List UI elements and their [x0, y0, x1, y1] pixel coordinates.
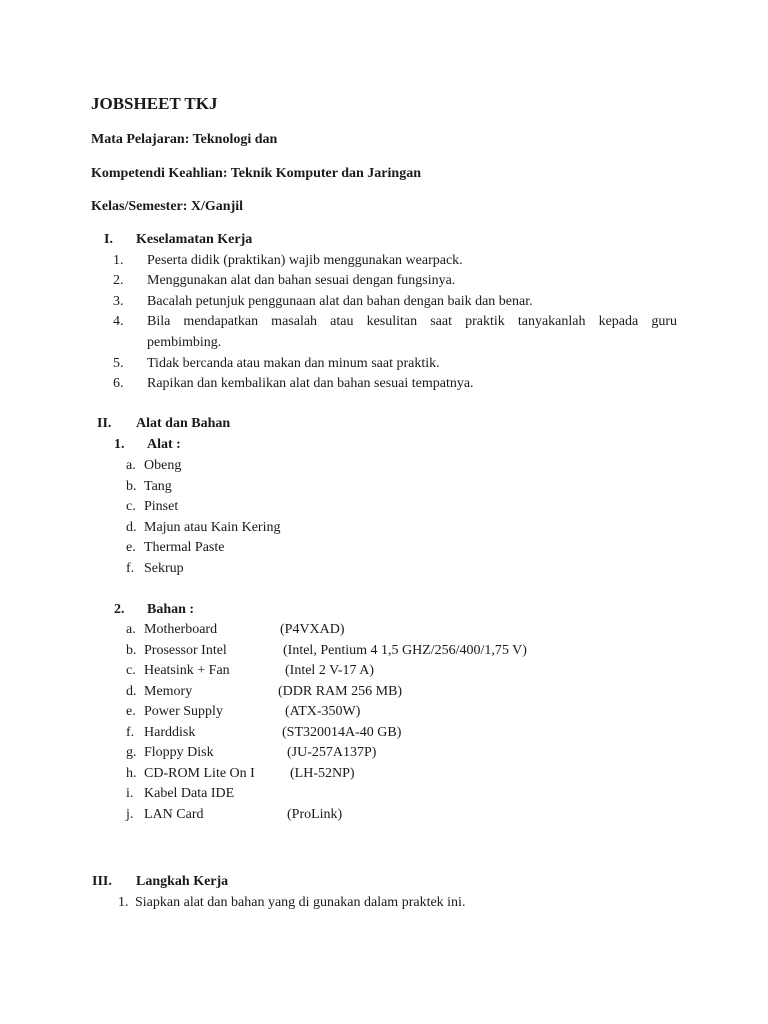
- tool-item: Majun atau Kain Kering: [144, 520, 281, 535]
- list-item: Menggunakan alat dan bahan sesuai dengan fungsinya.: [147, 273, 456, 288]
- material-name: Harddisk: [144, 725, 196, 740]
- list-item-letter: i.: [126, 786, 134, 801]
- subject-line: Mata Pelajaran: Teknologi dan: [91, 132, 278, 147]
- list-item: Tidak bercanda atau makan dan minum saat praktik.: [147, 356, 440, 371]
- material-name: LAN Card: [144, 807, 204, 822]
- material-spec: (DDR RAM 256 MB): [278, 684, 403, 699]
- list-item: Bila mendapatkan masalah atau kesulitan saat praktik tanyakanlah kepada guru: [147, 314, 677, 329]
- list-item: Peserta didik (praktikan) wajib menggunakan wearpack.: [147, 253, 463, 268]
- material-spec: (P4VXAD): [280, 622, 345, 637]
- list-item-number: 4.: [113, 314, 124, 329]
- list-item-number: 5.: [113, 356, 124, 371]
- competency-line: Kompetendi Keahlian: Teknik Komputer dan Jaringan: [91, 166, 421, 181]
- list-item-letter: f.: [126, 561, 135, 576]
- material-name: Memory: [144, 684, 193, 699]
- material-name: Floppy Disk: [144, 745, 214, 760]
- tool-item: Sekrup: [144, 561, 184, 576]
- list-item-number: 1.: [118, 895, 129, 910]
- material-name: Heatsink + Fan: [144, 663, 230, 678]
- list-item-letter: g.: [126, 745, 137, 760]
- material-spec: (Intel 2 V-17 A): [285, 663, 375, 678]
- tool-item: Tang: [144, 479, 172, 494]
- list-item: Bacalah petunjuk penggunaan alat dan bahan dengan baik dan benar.: [147, 294, 533, 309]
- tool-item: Obeng: [144, 458, 182, 473]
- subsection-number: 2.: [114, 602, 125, 617]
- list-item-letter: j.: [126, 807, 134, 822]
- list-item-letter: b.: [126, 643, 137, 658]
- list-item-letter: e.: [126, 540, 136, 555]
- list-item-number: 3.: [113, 294, 124, 309]
- material-spec: (LH-52NP): [290, 766, 355, 781]
- tool-item: Thermal Paste: [144, 540, 225, 555]
- list-item-number: 6.: [113, 376, 124, 391]
- subsection-heading: Alat :: [147, 437, 181, 452]
- material-name: Motherboard: [144, 622, 218, 637]
- class-semester-line: Kelas/Semester: X/Ganjil: [91, 199, 244, 214]
- list-item-letter: c.: [126, 663, 136, 678]
- tool-item: Pinset: [144, 499, 179, 514]
- section-heading: Keselamatan Kerja: [136, 232, 253, 247]
- list-item-letter: a.: [126, 458, 136, 473]
- material-spec: (ATX-350W): [285, 704, 361, 719]
- section-number: III.: [92, 874, 112, 889]
- doc-title: JOBSHEET TKJ: [91, 94, 218, 113]
- list-item-letter: c.: [126, 499, 136, 514]
- list-item-letter: a.: [126, 622, 136, 637]
- list-item-number: 1.: [113, 253, 124, 268]
- list-item: Siapkan alat dan bahan yang di gunakan dalam praktek ini.: [135, 895, 466, 910]
- section-heading: Alat dan Bahan: [136, 416, 231, 431]
- section-number: II.: [97, 416, 112, 431]
- material-spec: (Intel, Pentium 4 1,5 GHZ/256/400/1,75 V): [283, 643, 527, 658]
- list-item-letter: d.: [126, 684, 137, 699]
- section-number: I.: [104, 232, 113, 247]
- list-item-letter: d.: [126, 520, 137, 535]
- list-item-letter: b.: [126, 479, 137, 494]
- section-heading: Langkah Kerja: [136, 874, 229, 889]
- list-item-letter: e.: [126, 704, 136, 719]
- material-name: CD-ROM Lite On I: [144, 766, 255, 781]
- material-name: Power Supply: [144, 704, 223, 719]
- material-spec: (JU-257A137P): [287, 745, 377, 760]
- subsection-heading: Bahan :: [147, 602, 195, 617]
- list-item-letter: f.: [126, 725, 135, 740]
- material-name: Prosessor Intel: [144, 643, 227, 658]
- material-name: Kabel Data IDE: [144, 786, 235, 801]
- material-spec: (ST320014A-40 GB): [282, 725, 402, 740]
- material-spec: (ProLink): [287, 807, 343, 822]
- subsection-number: 1.: [114, 437, 125, 452]
- list-item-continuation: pembimbing.: [147, 335, 222, 350]
- list-item-number: 2.: [113, 273, 124, 288]
- list-item-letter: h.: [126, 766, 137, 781]
- list-item: Rapikan dan kembalikan alat dan bahan sesuai tempatnya.: [147, 376, 474, 391]
